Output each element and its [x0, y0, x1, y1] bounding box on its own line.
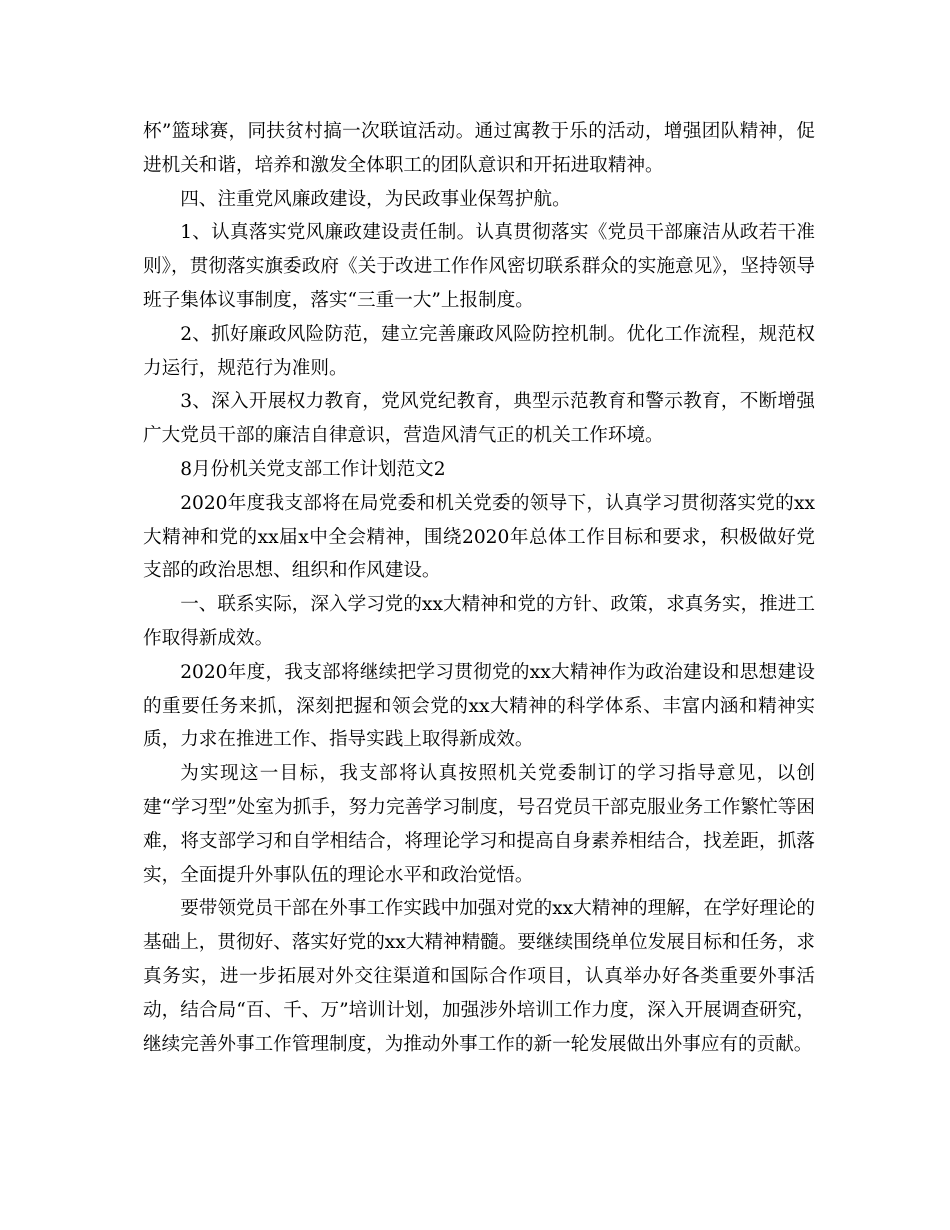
- document-subtitle: 8月份机关党支部工作计划范文2: [180, 458, 446, 480]
- paragraph-intro: 2020年度我支部将在局党委和机关党委的领导下，认真学习贯彻落实党的xx大精神和党的xx届x中全会精神，围绕2020年总体工作目标和要求，积极做好党支部的政治思想、组织和作风建设。: [143, 492, 815, 582]
- list-item-3: 3、深入开展权力教育，党风党纪教育，典型示范教育和警示教育，不断增强广大党员干部的廉洁自律意识，营造风清气正的机关工作环境。: [143, 391, 815, 447]
- section-heading-one: 一、联系实际，深入学习党的xx大精神和党的方针、政策，求真务实，推进工作取得新成效。: [143, 594, 815, 649]
- list-item-1: 1、认真落实党风廉政建设责任制。认真贯彻落实《党员干部廉洁从政若干准则》，贯彻落实旗委政府《关于改进工作作风密切联系群众的实施意见》，坚持领导班子集体议事制度，落实“三重一大”上报制度。: [143, 222, 815, 311]
- paragraph-body-1: 2020年度，我支部将继续把学习贯彻党的xx大精神作为政治建设和思想建设的重要任务来抓，深刻把握和领会党的xx大精神的科学体系、丰富内涵和精神实质，力求在推进工作、指导实践上取得新成效。: [143, 661, 815, 751]
- paragraph-body-2: 为实现这一目标，我支部将认真按照机关党委制订的学习指导意见，以创建“学习型”处室为抓手，努力完善学习制度，号召党员干部克服业务工作繁忙等困难，将支部学习和自学相结合，将理论学习和提高自身素养相结合，找差距，抓落实，全面提升外事队伍的理论水平和政治觉悟。: [143, 763, 815, 886]
- paragraph-continuation: 杯”篮球赛，同扶贫村搞一次联谊活动。通过寓教于乐的活动，增强团队精神，促进机关和谐，培养和激发全体职工的团队意识和开拓进取精神。: [143, 121, 815, 176]
- paragraph-body-3: 要带领党员干部在外事工作实践中加强对党的xx大精神的理解，在学好理论的基础上，贯彻好、落实好党的xx大精神精髓。要继续围绕单位发展目标和任务，求真务实，进一步拓展对外交往渠道和国际合作项目，认真举办好各类重要外事活动，结合局“百、千、万”培训计划，加强涉外培训工作力度，深入开展调查研究，继续完善外事工作管理制度，为推动外事工作的新一轮发展做出外事应有的贡献。: [143, 898, 815, 1055]
- document-body: [143, 115, 815, 1061]
- list-item-2: 2、抓好廉政风险防范，建立完善廉政风险防控机制。优化工作流程，规范权力运行，规范行为准则。: [143, 323, 815, 379]
- section-heading-four: 四、注重党风廉政建设，为民政事业保驾护航。: [180, 188, 571, 210]
